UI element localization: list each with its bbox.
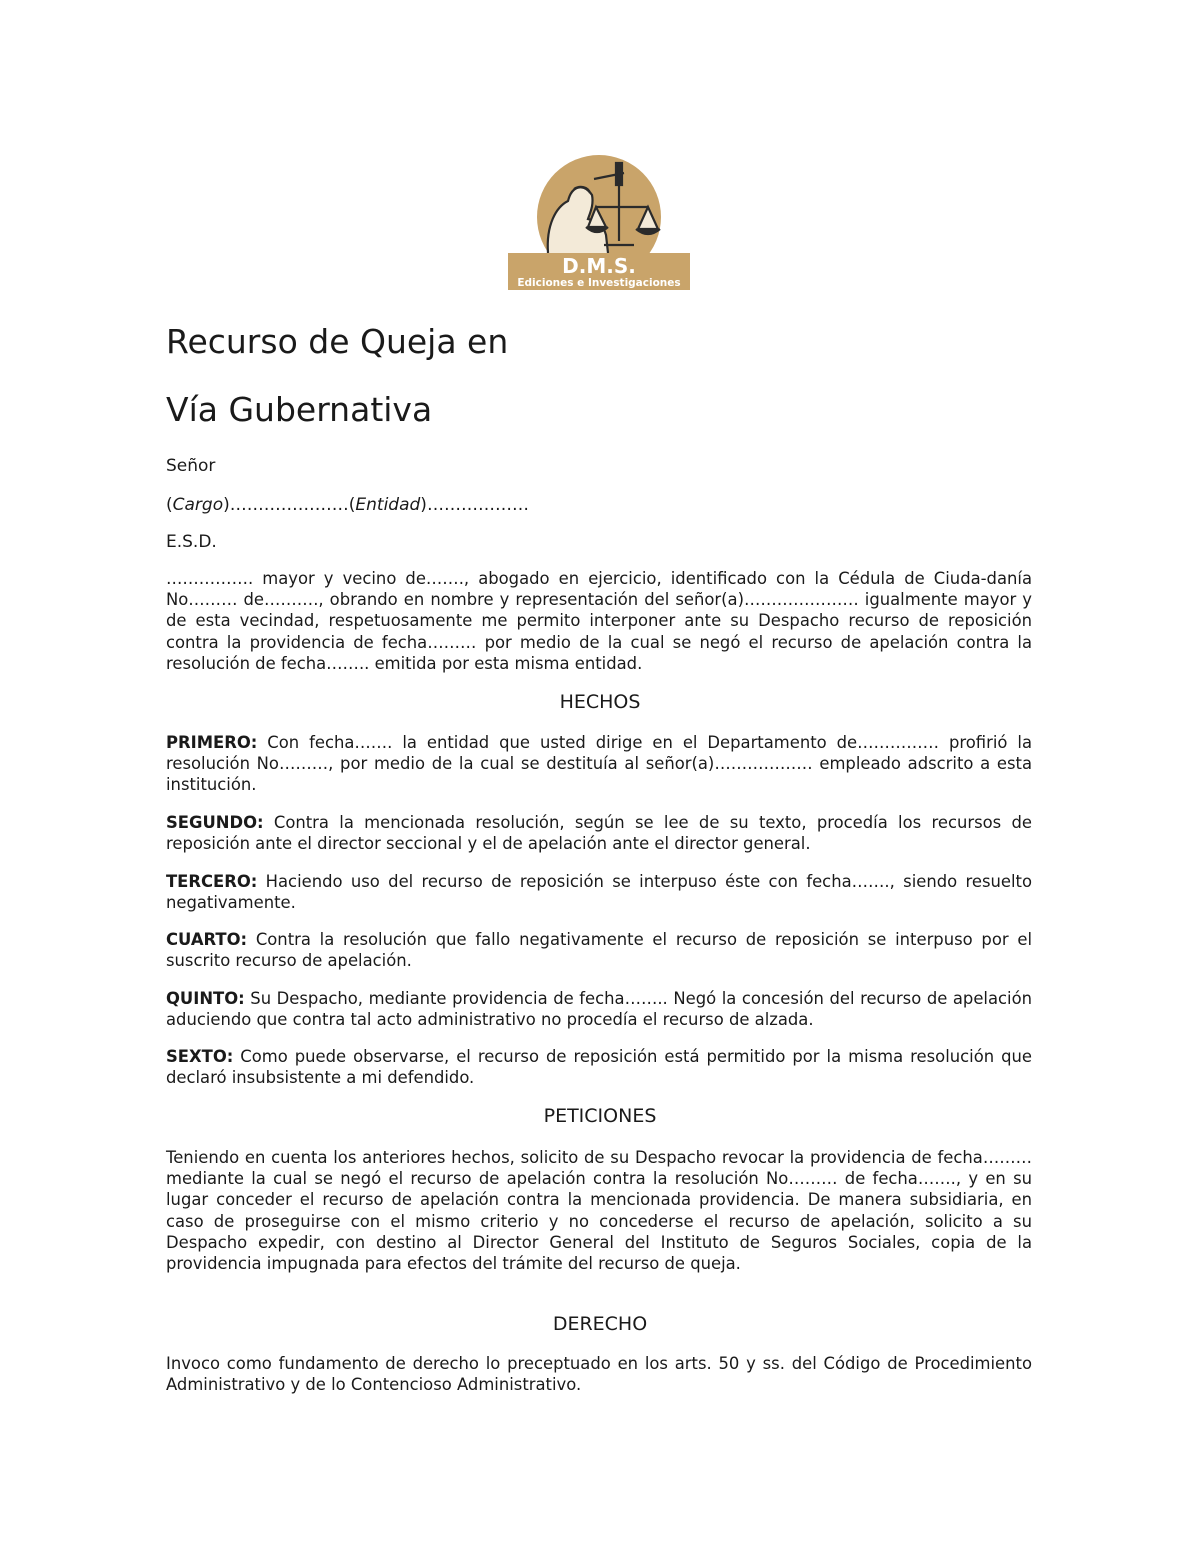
hecho-label: CUARTO: bbox=[166, 930, 248, 949]
esd-line: E.S.D. bbox=[166, 532, 217, 552]
dms-logo bbox=[508, 155, 690, 290]
hecho-label: SEGUNDO: bbox=[166, 813, 264, 832]
hecho-text: Como puede observarse, el recurso de reposición está permitido por la misma resolución que declaró insubsistente a mi defendido. bbox=[166, 1047, 1032, 1088]
document-title-line2: Vía Gubernativa bbox=[166, 390, 433, 429]
intro-paragraph: ……………. mayor y vecino de……., abogado en ejercicio, identificado con la Cédula de Ciuda-danía No……… de………., obrando en nombre y representación del señor(a)………………… igualmente mayor y de esta vecindad, respetuosamente me permito interponer ante su Despacho recurso de reposición contra la providencia de fecha……… por medio de la cual se negó el recurso de apelación contra la resolución de fecha…….. emitida por esta misma entidad. bbox=[166, 569, 1032, 673]
hecho-item bbox=[166, 732, 1032, 796]
hecho-label: TERCERO: bbox=[166, 872, 258, 891]
hecho-item bbox=[166, 812, 1032, 854]
hecho-text: Con fecha……. la entidad que usted dirige en el Departamento de…………… profirió la resolución No………, por medio de la cual se destituía al señor(a)……………… empleado adscrito a esta institución. bbox=[166, 733, 1032, 795]
hecho-text: Su Despacho, mediante providencia de fecha…….. Negó la concesión del recurso de apelación aduciendo que contra tal acto administrativo no procedía el recurso de alzada. bbox=[166, 989, 1032, 1030]
logo-brand: D.M.S. bbox=[562, 254, 636, 278]
entidad-placeholder: Entidad bbox=[355, 495, 421, 515]
salutation: Señor bbox=[166, 456, 216, 476]
document-title-line1: Recurso de Queja en bbox=[166, 322, 509, 361]
cargo-dots: ………………… bbox=[229, 495, 349, 515]
logo-tagline: Ediciones e Investigaciones bbox=[517, 277, 681, 289]
entidad-dots: ……………… bbox=[426, 495, 529, 515]
hecho-label: QUINTO: bbox=[166, 989, 245, 1008]
hecho-text: Contra la resolución que fallo negativamente el recurso de reposición se interpuso por el suscrito recurso de apelación. bbox=[166, 930, 1032, 971]
derecho-paragraph: Invoco como fundamento de derecho lo preceptuado en los arts. 50 y ss. del Código de Procedimiento Administrativo y de lo Contencioso Administrativo. bbox=[166, 1354, 1032, 1395]
cargo-placeholder: Cargo bbox=[172, 495, 224, 515]
addressee-line: (Cargo)…………………(Entidad)……………… bbox=[166, 495, 529, 515]
hecho-label: SEXTO: bbox=[166, 1047, 234, 1066]
hecho-item bbox=[166, 1046, 1032, 1088]
hecho-text: Contra la mencionada resolución, según se lee de su texto, procedía los recursos de reposición ante el director seccional y el de apelación ante el director general. bbox=[166, 813, 1032, 854]
hecho-label: PRIMERO: bbox=[166, 733, 258, 752]
section-heading-peticiones: PETICIONES bbox=[543, 1105, 657, 1127]
hecho-text: Haciendo uso del recurso de reposición se interpuso éste con fecha……., siendo resuelto negativamente. bbox=[166, 872, 1032, 913]
section-heading-derecho: DERECHO bbox=[552, 1313, 648, 1335]
hecho-item bbox=[166, 929, 1032, 971]
peticiones-paragraph: Teniendo en cuenta los anteriores hechos, solicito de su Despacho revocar la providencia de fecha……… mediante la cual se negó el recurso de apelación contra la resolución No……… de fecha……., y en su lugar conceder el recurso de apelación contra la mencionada providencia. De manera subsidiaria, en caso de proseguirse con el mismo criterio y no concederse el recurso de apelación, solicito a su Despacho expedir, con destino al Director General del Instituto de Seguros Sociales, copia de la providencia impugnada para efectos del trámite del recurso de queja. bbox=[166, 1148, 1032, 1274]
hecho-item bbox=[166, 988, 1032, 1030]
hecho-item bbox=[166, 871, 1032, 913]
section-heading-hechos: HECHOS bbox=[559, 691, 641, 713]
